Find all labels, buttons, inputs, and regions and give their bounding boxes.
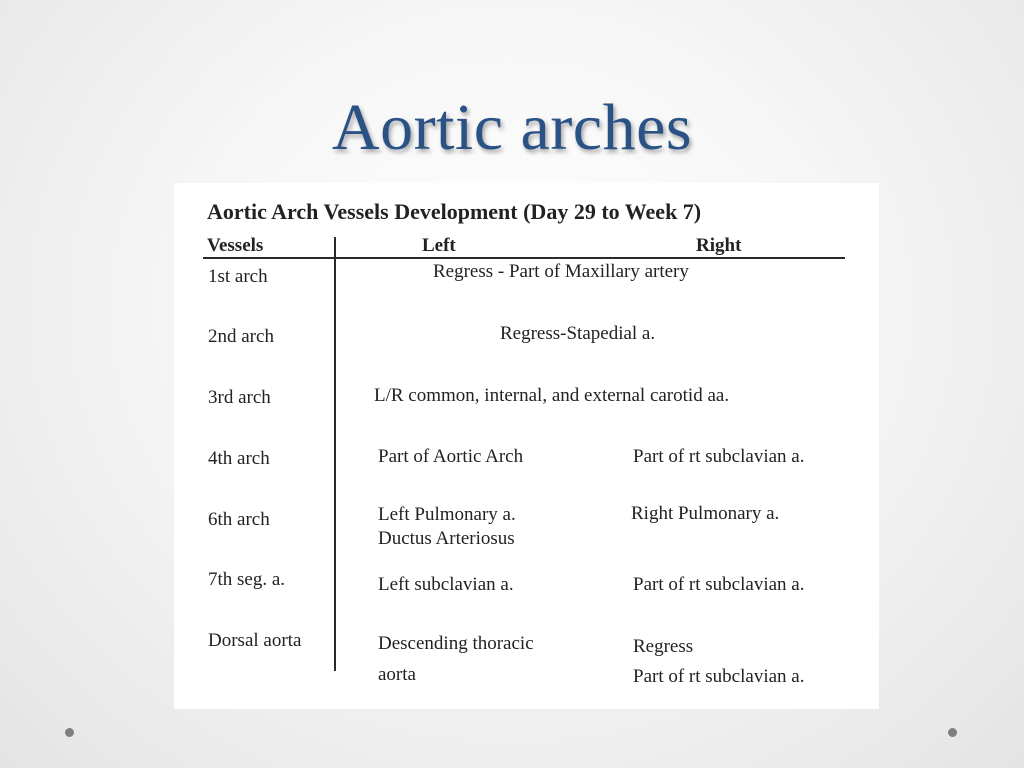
right-cell: Part of rt subclavian a. [633,666,805,687]
right-cell: Part of rt subclavian a. [633,574,805,595]
column-header-right: Right [696,235,742,256]
header-rule [203,257,845,259]
spanning-cell: Regress - Part of Maxillary artery [433,261,689,282]
corner-dot-left [65,728,74,737]
left-cell: Ductus Arteriosus [378,528,515,549]
right-cell: Right Pulmonary a. [631,503,780,524]
vessel-label: 4th arch [208,448,270,469]
vessel-label: 7th seg. a. [208,569,286,590]
right-cell: Regress [633,636,694,657]
corner-dot-right [948,728,957,737]
slide-title: Aortic arches [331,91,693,164]
spanning-cell: L/R common, internal, and external carotid aa. [374,385,730,406]
left-cell: aorta [378,664,416,685]
left-cell: Descending thoracic [378,633,534,654]
vessel-label: 6th arch [208,509,270,530]
table-image [174,183,879,709]
right-cell: Part of rt subclavian a. [633,446,805,467]
spanning-cell: Regress-Stapedial a. [500,323,656,344]
table-heading: Aortic Arch Vessels Development (Day 29 to Week 7) [207,199,702,224]
vessel-label: 3rd arch [208,387,271,408]
left-cell: Left Pulmonary a. [378,504,516,525]
left-cell: Left subclavian a. [378,574,514,595]
column-header-left: Left [422,235,456,256]
column-divider [334,237,336,671]
vessel-label: 2nd arch [208,326,274,347]
column-header-vessels: Vessels [207,235,264,256]
vessel-label: Dorsal aorta [208,630,302,651]
left-cell: Part of Aortic Arch [378,446,524,467]
vessel-label: 1st arch [208,266,268,287]
